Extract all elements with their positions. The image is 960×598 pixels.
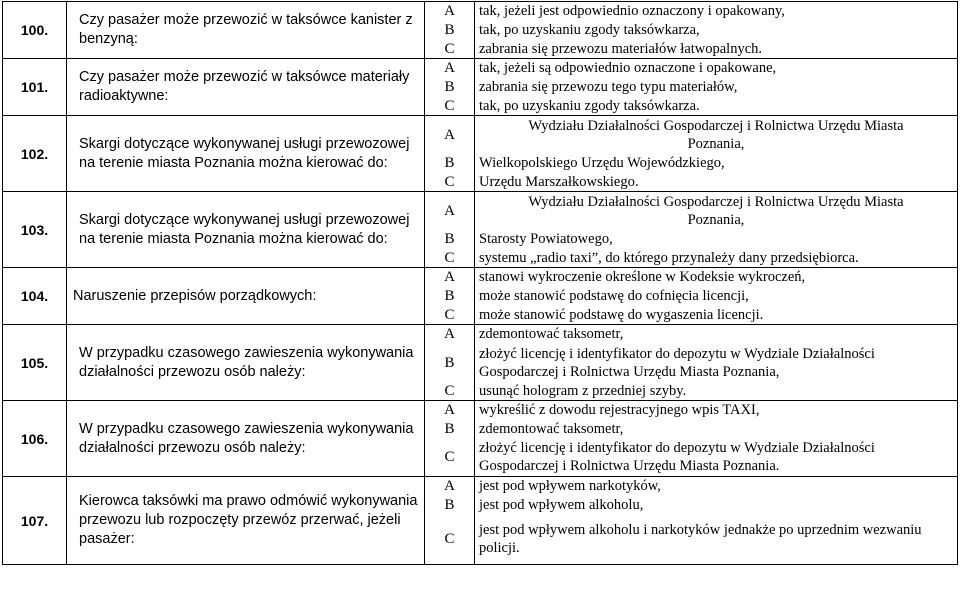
answer-text: jest pod wpływem alkoholu, (475, 496, 958, 515)
answer-text: tak, po uzyskaniu zgody taksówkarza, (475, 21, 958, 40)
answer-letter: C (425, 40, 475, 59)
answer-text: złożyć licencję i identyfikator do depozytu w Wydziale Działalności Gospodarczej i Rolnictwa Urzędu Miasta Poznania. (475, 439, 958, 477)
answer-letter: B (425, 230, 475, 249)
answer-text: tak, po uzyskaniu zgody taksówkarza. (475, 97, 958, 116)
question-number: 100. (3, 2, 67, 59)
answer-letter: B (425, 344, 475, 382)
answer-text: zabrania się przewozu tego typu materiałów, (475, 78, 958, 97)
answer-letter: C (425, 249, 475, 268)
question-number: 104. (3, 268, 67, 325)
question-number: 106. (3, 401, 67, 477)
answer-letter: A (425, 325, 475, 344)
question-text: Skargi dotyczące wykonywanej usługi przewozowej na terenie miasta Poznania można kierować do: (67, 192, 425, 268)
answer-text: może stanowić podstawę do cofnięcia licencji, (475, 287, 958, 306)
answer-letter: C (425, 382, 475, 401)
answer-text: systemu „radio taxi”, do którego przynależy dany przedsiębiorca. (475, 249, 958, 268)
question-text: Skargi dotyczące wykonywanej usługi przewozowej na terenie miasta Poznania można kierować do: (67, 116, 425, 192)
answer-text: złożyć licencję i identyfikator do depozytu w Wydziale Działalności Gospodarczej i Rolnictwa Urzędu Miasta Poznania, (475, 344, 958, 382)
answer-letter: A (425, 268, 475, 287)
answer-text (475, 116, 958, 154)
answer-letter: A (425, 477, 475, 496)
answer-text: stanowi wykroczenie określone w Kodeksie wykroczeń, (475, 268, 958, 287)
question-number: 107. (3, 477, 67, 565)
answer-text: jest pod wpływem alkoholu i narkotyków jednakże po uprzednim wezwaniu policji. (475, 515, 958, 565)
question-text: W przypadku czasowego zawieszenia wykonywania działalności przewozu osób należy: (67, 401, 425, 477)
answer-letter: C (425, 306, 475, 325)
answer-letter: B (425, 21, 475, 40)
answer-text: Wielkopolskiego Urzędu Wojewódzkiego, (475, 154, 958, 173)
answer-text: może stanowić podstawę do wygaszenia licencji. (475, 306, 958, 325)
question-number: 105. (3, 325, 67, 401)
answer-text: zdemontować taksometr, (475, 420, 958, 439)
answer-letter: B (425, 420, 475, 439)
answer-letter: A (425, 401, 475, 420)
question-text: Kierowca taksówki ma prawo odmówić wykonywania przewozu lub rozpoczęty przewóz przerwać, jeżeli pasażer: (67, 477, 425, 565)
answer-text-line: Wydziału Działalności Gospodarczej i Rolnictwa Urzędu Miasta (528, 117, 904, 134)
answer-text-line: Poznania, (687, 135, 745, 152)
answer-text: tak, jeżeli są odpowiednio oznaczone i opakowane, (475, 59, 958, 78)
answer-letter: A (425, 116, 475, 154)
answer-letter: B (425, 78, 475, 97)
answer-letter: B (425, 496, 475, 515)
question-text: Czy pasażer może przewozić w taksówce kanister z benzyną: (67, 2, 425, 59)
questions-table (2, 1, 958, 565)
answer-letter: C (425, 173, 475, 192)
answer-text: wykreślić z dowodu rejestracyjnego wpis TAXI, (475, 401, 958, 420)
answer-text (475, 192, 958, 230)
answer-letter: A (425, 192, 475, 230)
answer-text: tak, jeżeli jest odpowiednio oznaczony i opakowany, (475, 2, 958, 21)
answer-text: zabrania się przewozu materiałów łatwopalnych. (475, 40, 958, 59)
answer-letter: C (425, 97, 475, 116)
answer-text-line: Wydziału Działalności Gospodarczej i Rolnictwa Urzędu Miasta (528, 193, 904, 210)
answer-text: usunąć hologram z przedniej szyby. (475, 382, 958, 401)
answer-text-line: Poznania, (687, 211, 745, 228)
answer-text: Starosty Powiatowego, (475, 230, 958, 249)
answer-letter: C (425, 439, 475, 477)
answer-letter: A (425, 59, 475, 78)
answer-text: jest pod wpływem narkotyków, (475, 477, 958, 496)
question-number: 101. (3, 59, 67, 116)
question-text: Naruszenie przepisów porządkowych: (67, 268, 425, 325)
question-number: 102. (3, 116, 67, 192)
answer-letter: B (425, 287, 475, 306)
question-number: 103. (3, 192, 67, 268)
answer-letter: C (425, 515, 475, 565)
answer-text: zdemontować taksometr, (475, 325, 958, 344)
answer-letter: B (425, 154, 475, 173)
answer-text: Urzędu Marszałkowskiego. (475, 173, 958, 192)
answer-letter: A (425, 2, 475, 21)
question-text: Czy pasażer może przewozić w taksówce materiały radioaktywne: (67, 59, 425, 116)
question-text: W przypadku czasowego zawieszenia wykonywania działalności przewozu osób należy: (67, 325, 425, 401)
